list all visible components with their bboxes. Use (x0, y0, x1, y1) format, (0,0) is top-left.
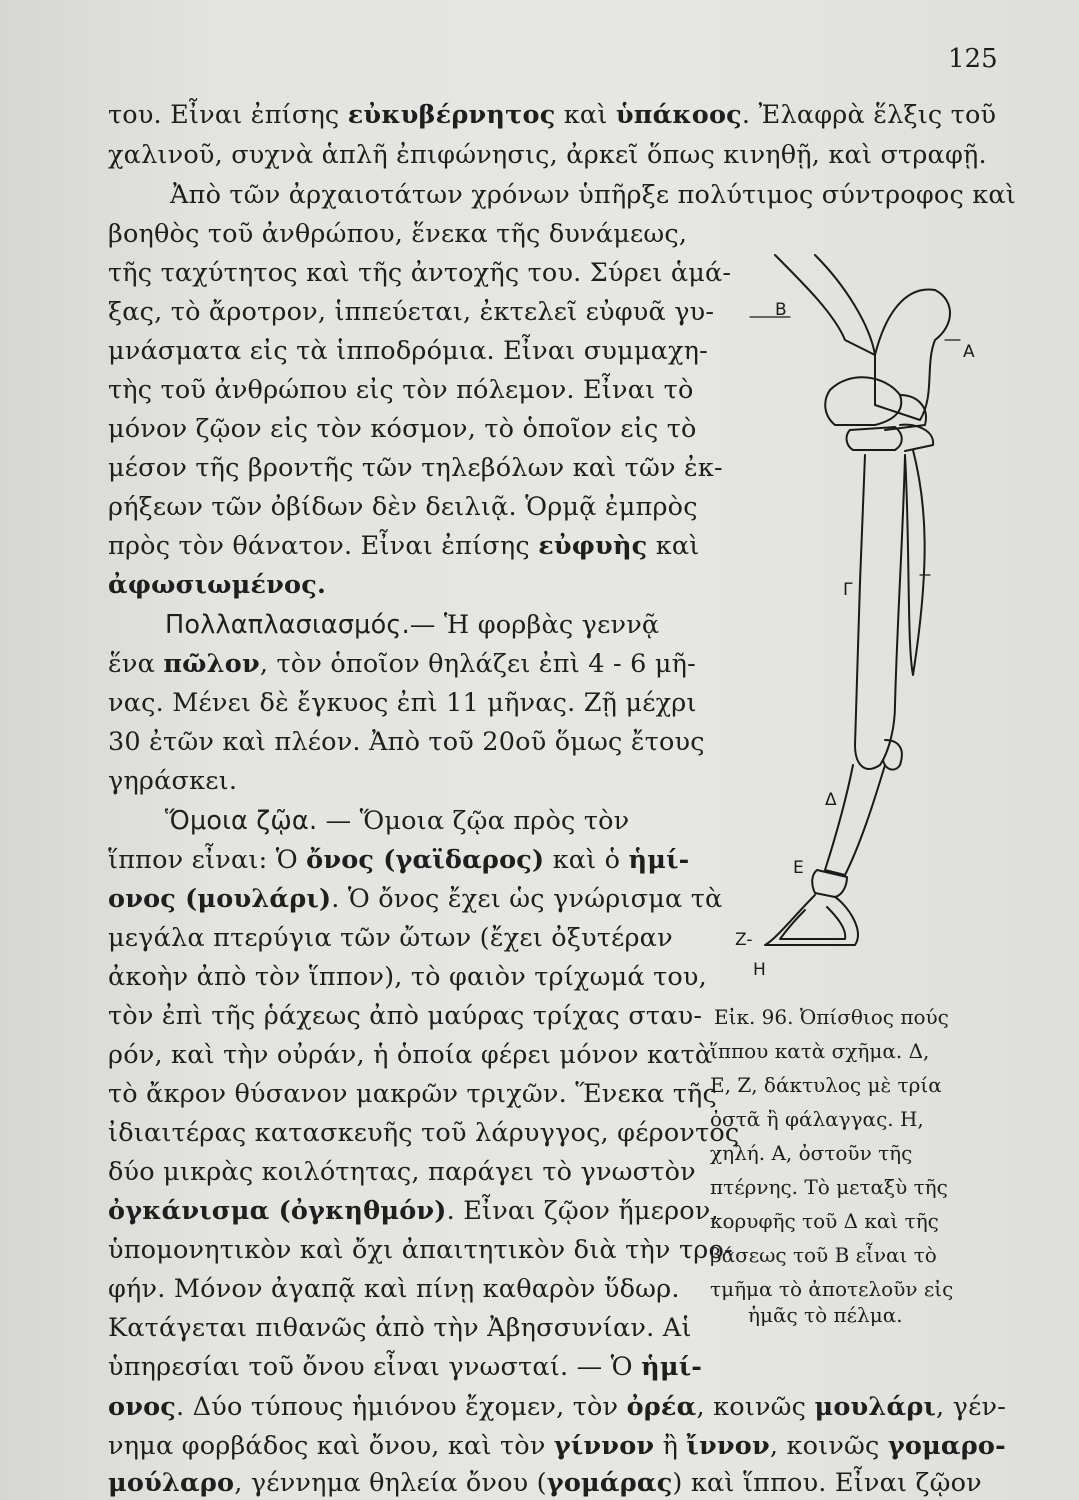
caption-line: Εἰκ. 96. Ὀπίσθιος πούς (714, 1005, 949, 1029)
text-line: ὑπηρεσίαι τοῦ ὄνου εἶναι γνωσταί. — Ὁ ἡμί- (108, 1352, 703, 1382)
label-a: A (963, 342, 975, 362)
caption-line: Ε, Ζ, δάκτυλος μὲ τρία (710, 1073, 942, 1097)
splint-bone (905, 450, 925, 675)
label-d: Δ (825, 790, 837, 810)
label-h: H (753, 960, 766, 980)
text-line: ονος. Δύο τύπους ἡμιόνου ἔχομεν, τὸν ὀρέα, κοινῶς μουλάρι, γέν- (108, 1392, 1007, 1422)
caption-line: ἡμᾶς τὸ πέλμα. (748, 1303, 903, 1327)
text-line: μούλαρο, γέννημα θηλεία ὄνου (γομάρας) καὶ ἵππου. Εἶναι ζῷον (108, 1468, 982, 1498)
text-line: ἵππον εἶναι: Ὁ ὄνος (γαϊδαρος) καὶ ὁ ἡμί- (108, 845, 690, 875)
caption-line: ἵππου κατὰ σχῆμα. Δ, (710, 1039, 930, 1063)
text-line: μόνον ζῷον εἰς τὸν κόσμον, τὸ ὁποῖον εἰς τὸ (108, 414, 697, 444)
text-line: ρήξεων τῶν ὀβίδων δὲν δειλιᾷ. Ὁρμᾷ ἐμπρὸς (108, 492, 698, 522)
text-line: βοηθὸς τοῦ ἀνθρώπου, ἕνεκα τῆς δυνάμεως, (108, 219, 688, 249)
section-heading: Ὅμοια ζῷα. (165, 806, 318, 836)
text-line: μέσον τῆς βροντῆς τῶν τηλεβόλων καὶ τῶν ἐκ- (108, 453, 723, 483)
horse-leg-figure (735, 245, 1005, 995)
text-line: 30 ἐτῶν καὶ πλέον. Ἀπὸ τοῦ 20οῦ ὅμως ἔτους (108, 727, 705, 757)
tarsal-bone (825, 377, 901, 425)
caption-line: ὀστᾶ ἢ φάλαγγας. Η, (710, 1107, 924, 1131)
text-line: μεγάλα πτερύγια τῶν ὤτων (ἔχει ὀξυτέραν (108, 923, 673, 953)
tarsal-bone-3 (847, 427, 902, 450)
text-line: νας. Μένει δὲ ἔγκυος ἐπὶ 11 μῆνας. Ζῇ μέχρι (108, 688, 697, 718)
tibia-bone (775, 255, 875, 355)
calcaneus-bone (875, 289, 950, 420)
section-heading-line: Ὅμοια ζῷα. — Ὅμοια ζῷα πρὸς τὸν (165, 806, 630, 836)
text-line: ἰδιαιτέρας κατασκευῆς τοῦ λάρυγγος, φέροντος (108, 1118, 740, 1148)
text-line: Κατάγεται πιθανῶς ἀπὸ τὴν Ἀβησσυνίαν. Αἱ (108, 1313, 692, 1343)
label-b: B (775, 300, 787, 320)
caption-line: χηλή. Α, ὀστοῦν τῆς (710, 1141, 913, 1165)
text-line: Ἀπὸ τῶν ἀρχαιοτάτων χρόνων ὑπῆρξε πολύτιμος σύντροφος καὶ (170, 180, 1017, 210)
label-z: Z- (735, 930, 753, 950)
page-number: 125 (948, 44, 998, 74)
hoof (765, 895, 858, 945)
text-line: ρόν, καὶ τὴν οὐράν, ἡ ὁποία φέρει μόνον κατὰ (108, 1040, 713, 1070)
text-line: ὑπομονητικὸν καὶ ὄχι ἀπαιτητικὸν διὰ τὴν τρο- (108, 1235, 733, 1265)
text-line: ὀγκάνισμα (ὀγκηθμόν). Εἶναι ζῷον ἥμερον, (108, 1196, 719, 1226)
text-line: τῆς ταχύτητος καὶ τῆς ἀντοχῆς του. Σύρει ἁμά- (108, 258, 732, 288)
text-line: ἕνα πῶλον, τὸν ὁποῖον θηλάζει ἐπὶ 4 - 6 μῆ- (108, 649, 696, 679)
text-line: τὴς τοῦ ἀνθρώπου εἰς τὸν πόλεμον. Εἶναι τὸ (108, 375, 694, 405)
text-line: χαλινοῦ, συχνὰ ἁπλῆ ἐπιφώνησις, ἀρκεῖ ὅπως κινηθῇ, καὶ στραφῇ. (108, 140, 987, 170)
text-line: μνάσματα εἰς τὰ ἱπποδρόμια. Εἶναι συμμαχη- (108, 336, 708, 366)
tarsal-bone-4 (900, 425, 933, 451)
label-g: Γ (843, 580, 853, 600)
pastern-bone (825, 765, 885, 875)
text-line: ξας, τὸ ἄροτρον, ἱππεύεται, ἐκτελεῖ εὐφυᾶ γυ- (108, 297, 715, 327)
text-line: νημα φορβάδος καὶ ὄνου, καὶ τὸν γίννον ἢ ἴννον, κοινῶς γομαρο- (108, 1431, 1006, 1461)
text-line: τὸ ἄκρον θύσανον μακρῶν τριχῶν. Ἕνεκα τῆς (108, 1079, 718, 1109)
text-line: γηράσκει. (108, 766, 238, 796)
caption-line: βάσεως τοῦ Β εἶναι τὸ (710, 1243, 937, 1267)
caption-line: πτέρνης. Τὸ μεταξὺ τῆς (710, 1175, 948, 1199)
text-line: φήν. Μόνον ἀγαπᾷ καὶ πίνῃ καθαρὸν ὕδωρ. (108, 1274, 680, 1304)
text-line: τὸν ἐπὶ τῆς ῥάχεως ἀπὸ μαύρας τρίχας σταυ- (108, 1001, 703, 1031)
label-e: E (793, 858, 804, 878)
section-heading-line: Πολλαπλασιασμός.— Ἡ φορβὰς γεννᾷ (165, 610, 660, 640)
text-line: ἀφωσιωμένος. (108, 570, 327, 600)
text-line: ἀκοὴν ἀπὸ τὸν ἵππον), τὸ φαιὸν τρίχωμά του, (108, 962, 707, 992)
text-line: του. Εἶναι ἐπίσης εὐκυβέρνητος καὶ ὑπάκοος. Ἐλαφρὰ ἕλξις τοῦ (108, 100, 997, 130)
caption-line: κορυφῆς τοῦ Δ καὶ τῆς (710, 1209, 939, 1233)
cannon-bone (855, 455, 905, 769)
text-line: δύο μικρὰς κοιλότητας, παράγει τὸ γνωστὸν (108, 1157, 696, 1187)
caption-line: τμῆμα τὸ ἀποτελοῦν εἰς (710, 1277, 954, 1301)
text-line: ονος (μουλάρι). Ὁ ὄνος ἔχει ὡς γνώρισμα τὰ (108, 884, 723, 914)
section-heading: Πολλαπλασιασμός. (165, 610, 410, 640)
text-line: πρὸς τὸν θάνατον. Εἶναι ἐπίσης εὐφυὴς καὶ (108, 531, 700, 561)
